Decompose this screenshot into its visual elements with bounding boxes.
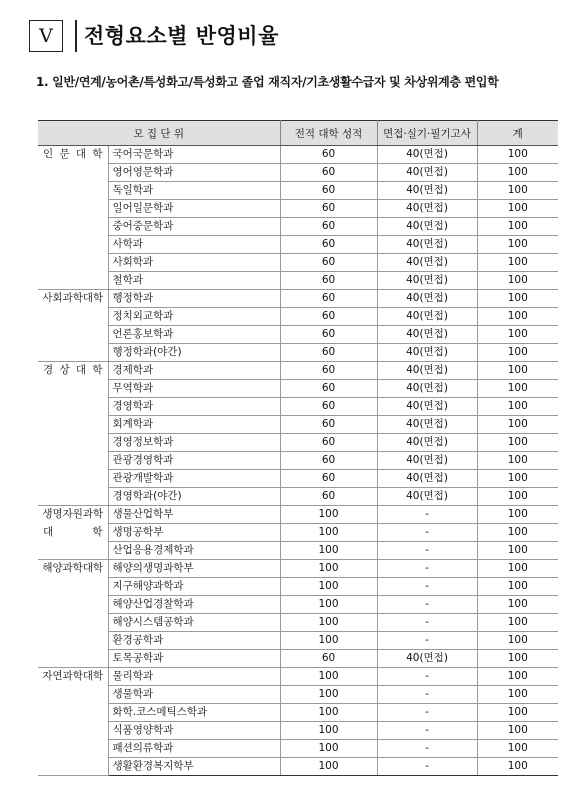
total-cell: 100 (477, 506, 558, 524)
college-cell (38, 722, 108, 740)
total-cell: 100 (477, 488, 558, 506)
department-cell: 해양시스템공학과 (108, 614, 280, 632)
table-row (38, 668, 558, 686)
header-score: 전적 대학 성적 (280, 121, 377, 146)
score-cell: 100 (280, 578, 377, 596)
table-row (38, 416, 558, 434)
exam-cell: 40(면접) (377, 200, 477, 218)
section-number-box (29, 20, 63, 52)
total-cell: 100 (477, 560, 558, 578)
total-cell: 100 (477, 272, 558, 290)
table-row (38, 686, 558, 704)
score-cell: 100 (280, 758, 377, 776)
table-row (38, 578, 558, 596)
department-cell: 경영학과(야간) (108, 488, 280, 506)
college-cell (38, 452, 108, 470)
college-cell (38, 416, 108, 434)
exam-cell: 40(면접) (377, 470, 477, 488)
header-total: 계 (477, 121, 558, 146)
department-cell: 산업응용경제학과 (108, 542, 280, 560)
total-cell: 100 (477, 308, 558, 326)
section-title: 전형요소별 반영비율 (84, 24, 279, 48)
exam-cell: 40(면접) (377, 452, 477, 470)
table-header-row (38, 121, 558, 146)
department-cell: 영어영문학과 (108, 164, 280, 182)
section-number: V (39, 25, 53, 47)
college-cell: 경 상 대 학 (43, 364, 103, 377)
exam-cell: 40(면접) (377, 290, 477, 308)
score-cell: 60 (280, 308, 377, 326)
total-cell: 100 (477, 344, 558, 362)
college-cell (38, 344, 108, 362)
total-cell: 100 (477, 704, 558, 722)
college-cell (38, 326, 108, 344)
college-cell (38, 632, 108, 650)
total-cell: 100 (477, 200, 558, 218)
table-row (38, 740, 558, 758)
department-cell: 행정학과(야간) (108, 344, 280, 362)
score-cell: 100 (280, 506, 377, 524)
department-cell: 생물산업학부 (108, 506, 280, 524)
total-cell: 100 (477, 416, 558, 434)
total-cell: 100 (477, 182, 558, 200)
department-cell: 해양산업경찰학과 (108, 596, 280, 614)
score-cell: 100 (280, 686, 377, 704)
score-cell: 60 (280, 452, 377, 470)
table-row (38, 650, 558, 668)
department-cell: 중어중문학과 (108, 218, 280, 236)
department-cell: 언론홍보학과 (108, 326, 280, 344)
total-cell: 100 (477, 740, 558, 758)
exam-cell: 40(면접) (377, 362, 477, 380)
exam-cell: 40(면접) (377, 182, 477, 200)
college-cell (38, 308, 108, 326)
score-cell: 100 (280, 668, 377, 686)
college-cell: 자연과학대학 (42, 670, 104, 683)
exam-cell: - (377, 524, 477, 542)
total-cell: 100 (477, 632, 558, 650)
table-row (38, 614, 558, 632)
score-cell: 60 (280, 434, 377, 452)
college-cell (38, 740, 108, 758)
department-cell: 회계학과 (108, 416, 280, 434)
table-row (38, 704, 558, 722)
score-cell: 60 (280, 146, 377, 164)
table-row (38, 362, 558, 380)
total-cell: 100 (477, 470, 558, 488)
department-cell: 식품영양학과 (108, 722, 280, 740)
exam-cell: - (377, 560, 477, 578)
exam-cell: 40(면접) (377, 236, 477, 254)
score-cell: 60 (280, 272, 377, 290)
score-cell: 60 (280, 416, 377, 434)
total-cell: 100 (477, 164, 558, 182)
college-cell (38, 758, 108, 776)
score-cell: 60 (280, 290, 377, 308)
score-cell: 60 (280, 164, 377, 182)
table-row (38, 164, 558, 182)
score-cell: 60 (280, 236, 377, 254)
department-cell: 사회학과 (108, 254, 280, 272)
total-cell: 100 (477, 650, 558, 668)
exam-cell: 40(면접) (377, 218, 477, 236)
total-cell: 100 (477, 722, 558, 740)
table-row (38, 560, 558, 578)
score-cell: 100 (280, 542, 377, 560)
subsection-title: 1. 일반/연계/농어촌/특성화고/특성화고 졸업 재직자/기초생활수급자 및 차상위계층 편입학 (36, 75, 499, 89)
department-cell: 패션의류학과 (108, 740, 280, 758)
department-cell: 물리학과 (108, 668, 280, 686)
total-cell: 100 (477, 146, 558, 164)
total-cell: 100 (477, 524, 558, 542)
table-row (38, 218, 558, 236)
score-cell: 60 (280, 344, 377, 362)
score-cell: 60 (280, 326, 377, 344)
total-cell: 100 (477, 380, 558, 398)
exam-cell: - (377, 632, 477, 650)
table-row (38, 434, 558, 452)
exam-cell: - (377, 578, 477, 596)
college-cell (38, 200, 108, 218)
table-row (38, 236, 558, 254)
college-cell (38, 272, 108, 290)
table-row (38, 200, 558, 218)
exam-cell: - (377, 596, 477, 614)
college-cell (38, 380, 108, 398)
score-cell: 60 (280, 362, 377, 380)
total-cell: 100 (477, 326, 558, 344)
table-row (38, 596, 558, 614)
college-cell (38, 164, 108, 182)
score-cell: 100 (280, 524, 377, 542)
total-cell: 100 (477, 362, 558, 380)
total-cell: 100 (477, 218, 558, 236)
table-row (38, 344, 558, 362)
college-cell (38, 254, 108, 272)
department-cell: 철학과 (108, 272, 280, 290)
table-row (38, 506, 558, 524)
table-row (38, 470, 558, 488)
college-cell (38, 578, 108, 596)
total-cell: 100 (477, 434, 558, 452)
exam-cell: - (377, 668, 477, 686)
college-cell (38, 542, 108, 560)
college-cell (38, 614, 108, 632)
score-cell: 60 (280, 254, 377, 272)
score-cell: 100 (280, 704, 377, 722)
college-cell: 생명자원과학 (42, 508, 104, 521)
score-cell: 100 (280, 722, 377, 740)
college-cell: 대 학 (43, 526, 103, 538)
college-cell (38, 182, 108, 200)
table-row (38, 272, 558, 290)
total-cell: 100 (477, 578, 558, 596)
exam-cell: 40(면접) (377, 650, 477, 668)
total-cell: 100 (477, 614, 558, 632)
score-cell: 60 (280, 650, 377, 668)
college-cell (38, 470, 108, 488)
section-divider (75, 20, 77, 52)
college-cell (38, 236, 108, 254)
college-cell (38, 686, 108, 704)
table-row (38, 632, 558, 650)
table-row (38, 398, 558, 416)
college-cell: 사회과학대학 (42, 292, 104, 305)
college-cell (38, 398, 108, 416)
department-cell: 생명공학부 (108, 524, 280, 542)
college-cell (38, 596, 108, 614)
exam-cell: 40(면접) (377, 344, 477, 362)
exam-cell: 40(면접) (377, 164, 477, 182)
department-cell: 독일학과 (108, 182, 280, 200)
department-cell: 경영정보학과 (108, 434, 280, 452)
exam-cell: - (377, 506, 477, 524)
exam-cell: - (377, 686, 477, 704)
table-row (38, 308, 558, 326)
exam-cell: - (377, 614, 477, 632)
exam-cell: 40(면접) (377, 416, 477, 434)
score-cell: 100 (280, 632, 377, 650)
total-cell: 100 (477, 686, 558, 704)
exam-cell: - (377, 740, 477, 758)
department-cell: 화학.코스메틱스학과 (108, 704, 280, 722)
department-cell: 국어국문학과 (108, 146, 280, 164)
college-cell (38, 488, 108, 506)
header-exam: 면접·실기·필기고사 (377, 121, 477, 146)
total-cell: 100 (477, 758, 558, 776)
total-cell: 100 (477, 290, 558, 308)
exam-cell: - (377, 722, 477, 740)
college-cell (38, 704, 108, 722)
department-cell: 생물학과 (108, 686, 280, 704)
exam-cell: 40(면접) (377, 380, 477, 398)
department-cell: 경영학과 (108, 398, 280, 416)
score-cell: 100 (280, 740, 377, 758)
exam-cell: 40(면접) (377, 398, 477, 416)
exam-cell: - (377, 704, 477, 722)
table-row (38, 488, 558, 506)
score-cell: 60 (280, 488, 377, 506)
score-cell: 60 (280, 380, 377, 398)
exam-cell: 40(면접) (377, 254, 477, 272)
total-cell: 100 (477, 542, 558, 560)
department-cell: 해양의생명과학부 (108, 560, 280, 578)
department-cell: 사학과 (108, 236, 280, 254)
table-row (38, 758, 558, 776)
score-cell: 60 (280, 182, 377, 200)
department-cell: 관광경영학과 (108, 452, 280, 470)
college-cell (38, 218, 108, 236)
department-cell: 일어일문학과 (108, 200, 280, 218)
table-row (38, 452, 558, 470)
total-cell: 100 (477, 254, 558, 272)
exam-cell: 40(면접) (377, 434, 477, 452)
score-cell: 60 (280, 200, 377, 218)
department-cell: 환경공학과 (108, 632, 280, 650)
header-unit: 모 집 단 위 (38, 121, 280, 146)
table-row (38, 146, 558, 164)
college-cell (38, 650, 108, 668)
exam-cell: 40(면접) (377, 488, 477, 506)
department-cell: 경제학과 (108, 362, 280, 380)
table-row (38, 542, 558, 560)
total-cell: 100 (477, 398, 558, 416)
department-cell: 토목공학과 (108, 650, 280, 668)
department-cell: 생활환경복지학부 (108, 758, 280, 776)
department-cell: 지구해양과학과 (108, 578, 280, 596)
exam-cell: - (377, 542, 477, 560)
table-row (38, 290, 558, 308)
total-cell: 100 (477, 236, 558, 254)
department-cell: 행정학과 (108, 290, 280, 308)
table-row (38, 380, 558, 398)
table-row (38, 524, 558, 542)
table-row (38, 254, 558, 272)
college-cell (38, 434, 108, 452)
total-cell: 100 (477, 668, 558, 686)
total-cell: 100 (477, 596, 558, 614)
exam-cell: 40(면접) (377, 308, 477, 326)
score-cell: 60 (280, 398, 377, 416)
table-row (38, 326, 558, 344)
score-cell: 100 (280, 596, 377, 614)
college-cell: 인 문 대 학 (43, 148, 103, 161)
exam-cell: 40(면접) (377, 146, 477, 164)
college-cell: 해양과학대학 (42, 562, 104, 575)
score-cell: 60 (280, 218, 377, 236)
exam-cell: 40(면접) (377, 326, 477, 344)
total-cell: 100 (477, 452, 558, 470)
ratio-table (38, 120, 558, 776)
score-cell: 100 (280, 560, 377, 578)
exam-cell: 40(면접) (377, 272, 477, 290)
department-cell: 정치외교학과 (108, 308, 280, 326)
table-row (38, 182, 558, 200)
score-cell: 60 (280, 470, 377, 488)
exam-cell: - (377, 758, 477, 776)
department-cell: 무역학과 (108, 380, 280, 398)
department-cell: 관광개발학과 (108, 470, 280, 488)
table-row (38, 722, 558, 740)
score-cell: 100 (280, 614, 377, 632)
